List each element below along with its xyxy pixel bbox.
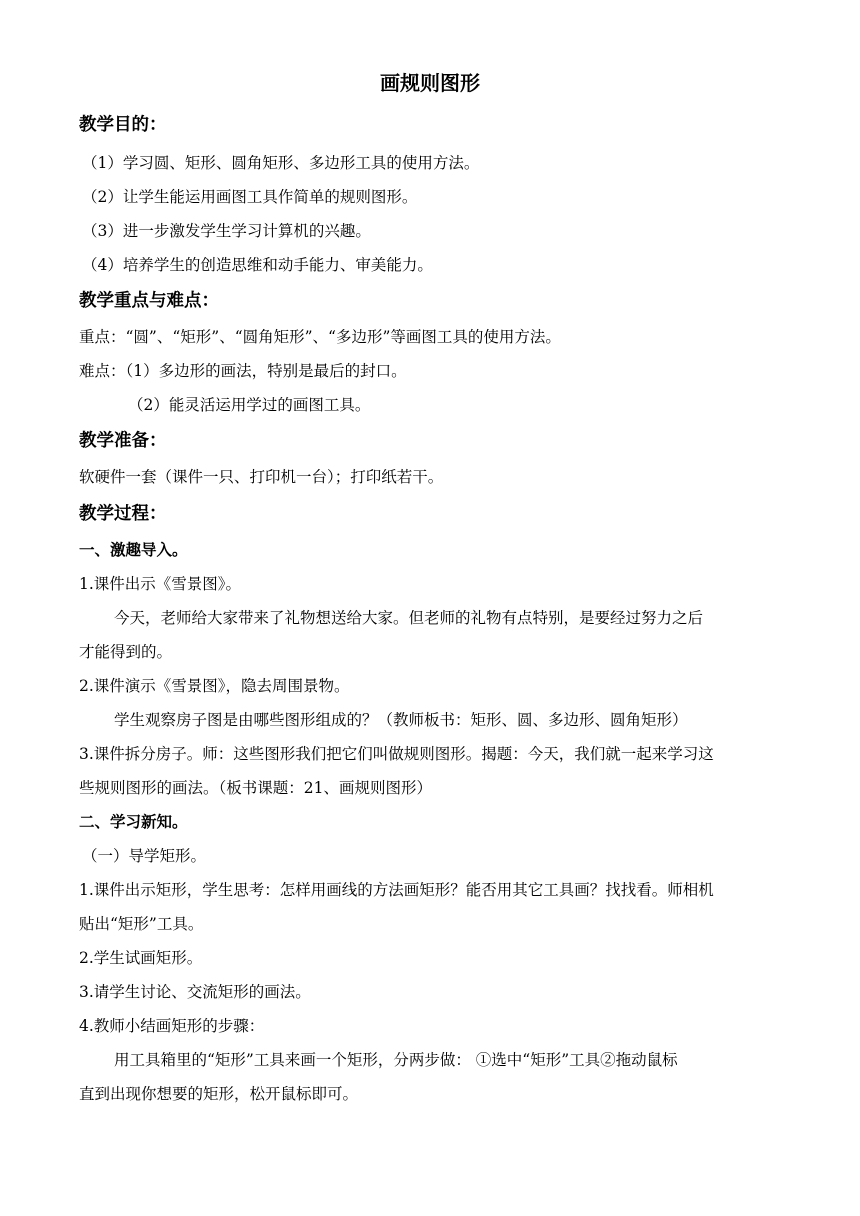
key-point-text: 重点：“圆”、“矩形”、“圆角矩形”、“多边形”等画图工具的使用方法。 xyxy=(79,328,561,346)
paragraph-line: 1.课件出示矩形，学生思考：怎样用画线的方法画矩形？能否用其它工具画？找找看。师相机 xyxy=(79,881,714,899)
paragraph-line: 学生观察房子图是由哪些图形组成的？（教师板书：矩形、圆、多边形、圆角矩形） xyxy=(114,711,688,729)
part1-heading: 一、激趣导入。 xyxy=(79,540,188,559)
difficulty-text: （2）能灵活运用学过的画图工具。 xyxy=(128,396,371,414)
process-heading: 教学过程： xyxy=(79,504,167,524)
objective-item: （4）培养学生的创造思维和动手能力、审美能力。 xyxy=(82,256,433,274)
paragraph-line: 3.课件拆分房子。师：这些图形我们把它们叫做规则图形。揭题：今天，我们就一起来学习这 xyxy=(79,745,714,763)
paragraph-line: 直到出现你想要的矩形，松开鼠标即可。 xyxy=(79,1085,359,1103)
part2-subheading: （一）导学矩形。 xyxy=(82,847,207,865)
part2-heading: 二、学习新知。 xyxy=(79,812,188,831)
objectives-heading: 教学目的： xyxy=(79,115,167,135)
difficulty-text: 难点：（1）多边形的画法，特别是最后的封口。 xyxy=(79,362,407,380)
paragraph-line: 用工具箱里的“矩形”工具来画一个矩形，分两步做： ①选中“矩形”工具②拖动鼠标 xyxy=(114,1051,678,1069)
paragraph-line: 2.课件演示《雪景图》，隐去周围景物。 xyxy=(79,677,350,695)
paragraph-line: 才能得到的。 xyxy=(79,643,173,661)
paragraph-line: 贴出“矩形”工具。 xyxy=(79,915,204,933)
paragraph-line: 1.课件出示《雪景图》。 xyxy=(79,575,242,593)
objective-item: （1）学习圆、矩形、圆角矩形、多边形工具的使用方法。 xyxy=(82,154,480,172)
document-title: 画规则图形 xyxy=(380,71,480,95)
preparation-text: 软硬件一套（课件一只、打印机一台）；打印纸若干。 xyxy=(79,468,444,486)
preparation-heading: 教学准备： xyxy=(79,431,167,451)
paragraph-line: 2.学生试画矩形。 xyxy=(79,949,203,967)
key-points-heading: 教学重点与难点： xyxy=(79,291,219,311)
paragraph-line: 4.教师小结画矩形的步骤： xyxy=(79,1017,265,1035)
paragraph-line: 今天，老师给大家带来了礼物想送给大家。但老师的礼物有点特别，是要经过努力之后 xyxy=(114,609,704,627)
paragraph-line: 3.请学生讨论、交流矩形的画法。 xyxy=(79,983,311,1001)
objective-item: （2）让学生能运用画图工具作简单的规则图形。 xyxy=(82,188,418,206)
paragraph-line: 些规则图形的画法。（板书课题：21、画规则图形） xyxy=(79,779,432,797)
objective-item: （3）进一步激发学生学习计算机的兴趣。 xyxy=(82,222,371,240)
